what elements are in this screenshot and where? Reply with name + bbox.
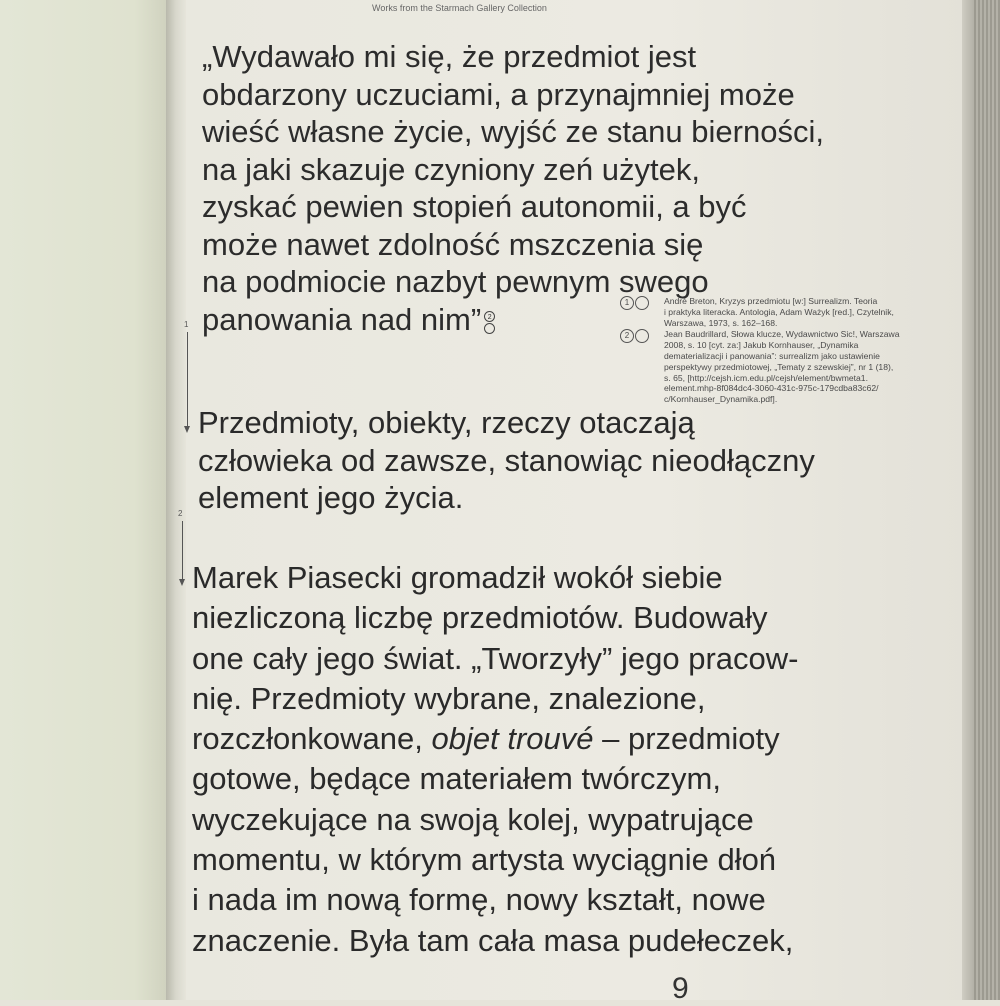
footnote-circle-icon <box>484 323 495 334</box>
margin-arrow-line <box>182 521 183 581</box>
text-run: rozczłonkowane, <box>192 721 432 757</box>
footnote-circle-icon <box>635 329 649 343</box>
footnote-text-line: André Breton, Kryzys przedmiotu [w:] Surrealizm. Teoria <box>664 296 878 306</box>
footnote-text-line: i praktyka literacka. Antologia, Adam Ważyk [red.], Czytelnik, <box>664 306 894 317</box>
paragraph-line: niezliczoną liczbę przedmiotów. Budowały <box>192 600 768 636</box>
quote-line: na podmiocie nazbyt pewnym swego <box>202 264 709 299</box>
book-gutter <box>166 0 188 1000</box>
paragraph-line: człowieka od zawsze, stanowiąc nieodłączny <box>198 442 815 478</box>
paragraph-line: gotowe, będące materiałem twórczym, <box>192 761 721 797</box>
quote-line: panowania nad nim” <box>202 301 482 337</box>
quote-line: zyskać pewien stopień autonomii, a być <box>202 189 747 224</box>
quote-line: obdarzony uczuciami, a przynajmniej może <box>202 76 795 112</box>
text-run: – przedmioty <box>593 721 780 757</box>
margin-arrow-label: 1 <box>184 320 189 329</box>
footnote-text-line: Jean Baudrillard, Słowa klucze, Wydawnictwo Sic!, Warszawa <box>664 329 900 340</box>
left-page <box>0 0 168 1000</box>
footnote-text-line: dematerializacji i panowania”: surrealizm jako ustawienie <box>664 350 880 361</box>
arrow-down-icon <box>184 426 190 433</box>
footnote-text-line: element.mhp-8f084dc4-3060-431c-975c-179cdba83c62/ <box>664 383 879 394</box>
paragraph-line: i nada im nową formę, nowy kształt, nowe <box>192 882 766 918</box>
margin-arrow-label: 2 <box>178 509 183 518</box>
footnote-circle-icon <box>635 296 649 310</box>
footnote-text-line: perspektywy przedmiotowej, „Tematy z szewskiej”, nr 1 (18), <box>664 361 894 372</box>
footnote-reference-number: 2 <box>484 311 495 322</box>
running-head: Works from the Starmach Gallery Collection <box>372 3 547 13</box>
paragraph-line-with-italic <box>192 719 972 759</box>
footnotes <box>618 296 938 406</box>
footnote-text-line: s. 65, [http://cejsh.icm.edu.pl/cejsh/element/bwmeta1. <box>664 372 868 383</box>
footnote-text-line: Warszawa, 1973, s. 162–168. <box>664 317 778 328</box>
footnote-marker <box>618 296 658 312</box>
italic-term: objet trouvé <box>431 721 594 757</box>
quote-line: wieść własne życie, wyjść ze stanu bierności, <box>202 114 824 149</box>
paragraph-line: nię. Przedmioty wybrane, znalezione, <box>192 680 706 716</box>
footnote-reference-marker[interactable] <box>483 301 497 327</box>
paragraph-line: Marek Piasecki gromadził wokół siebie <box>192 560 723 595</box>
paragraph-line: one cały jego świat. „Tworzyły” jego pracow- <box>192 640 799 676</box>
footnote-text-line: c/Kornhauser_Dynamika.pdf]. <box>664 394 778 405</box>
epigraph-quote <box>202 38 942 338</box>
paragraph-line: wyczekujące na swoją kolej, wypatrujące <box>192 801 754 837</box>
quote-line: na jaki skazuje czyniony zeń użytek, <box>202 151 700 187</box>
paragraph-line: znaczenie. Była tam cała masa pudełeczek, <box>192 922 794 958</box>
quote-line: może nawet zdolność mszczenia się <box>202 226 704 262</box>
page-number: 9 <box>672 972 689 1005</box>
footnote-text-line: 2008, s. 10 [cyt. za:] Jakub Kornhauser, „Dynamika <box>664 340 859 351</box>
footnote-2 <box>618 329 938 405</box>
paragraph-1 <box>198 404 978 517</box>
footnote-marker <box>618 329 658 345</box>
paragraph-line: element jego życia. <box>198 480 464 515</box>
paragraph-line: Przedmioty, obiekty, rzeczy otaczają <box>198 405 695 440</box>
footnote-number: 2 <box>620 329 634 343</box>
footnote-number: 1 <box>620 296 634 310</box>
footnote-1 <box>618 296 938 328</box>
quote-line: „Wydawało mi się, że przedmiot jest <box>202 39 697 74</box>
arrow-down-icon <box>179 579 185 586</box>
paragraph-line: momentu, w którym artysta wyciągnie dłoń <box>192 842 777 878</box>
paragraph-2 <box>192 558 972 961</box>
margin-arrow-line <box>187 332 188 428</box>
